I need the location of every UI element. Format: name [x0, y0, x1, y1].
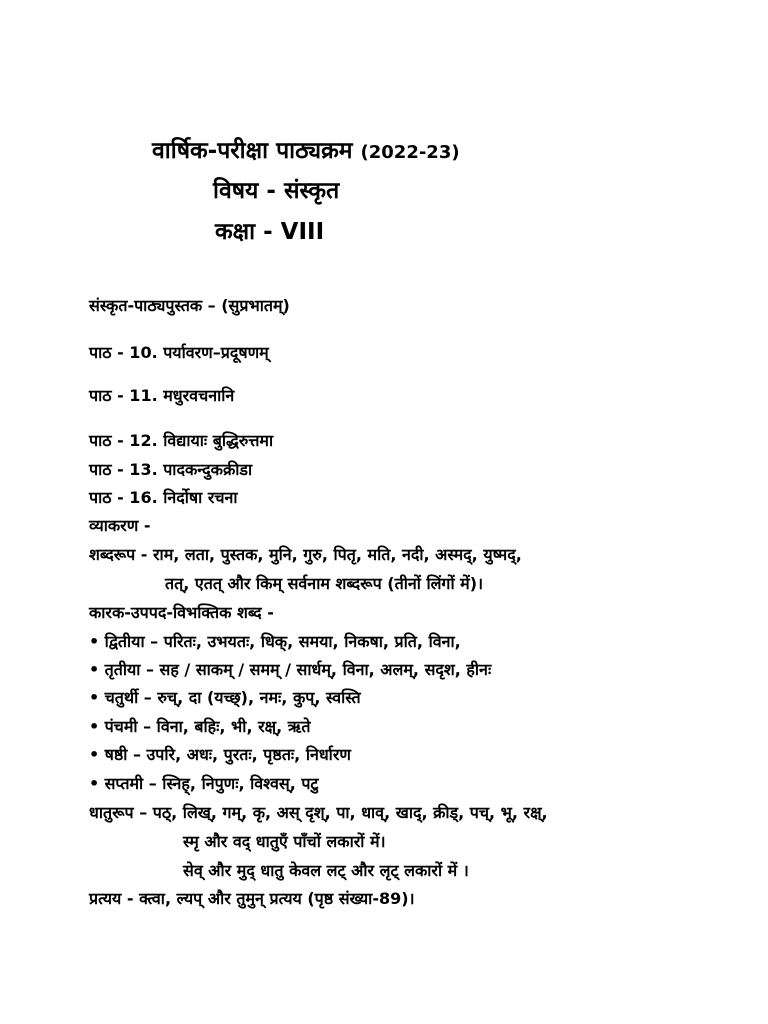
bullet-icon: •: [89, 688, 100, 707]
dhaturoop-line: सेव् और मुद् धातु केवल लट् और लृट् लकारों में ।: [183, 861, 469, 880]
karak-heading: कारक-उपपद-विभक्तिक शब्द -: [89, 603, 274, 622]
exam-title-text: वार्षिक-परीक्षा पाठ्यक्रम: [152, 138, 353, 164]
karak-item-text: द्वितीया – परितः, उभयतः, धिक्, समया, निकषा, प्रति, विना,: [104, 632, 461, 651]
exam-title: [152, 136, 460, 168]
class-line: कक्षा - VIII: [215, 219, 325, 245]
karak-item-text: षष्ठी – उपरि, अधः, पुरतः, पृष्ठतः, निर्धारण: [104, 745, 351, 764]
textbook-line: संस्कृत-पाठ्यपुस्तक – (सुप्रभातम्): [89, 296, 290, 315]
karak-list-item: [89, 743, 351, 767]
pratyay-line: प्रत्यय - क्त्वा, ल्यप् और तुमुन् प्रत्यय (पृष्ठ संख्या-89)।: [89, 889, 415, 908]
bullet-icon: •: [89, 632, 100, 651]
shabdaroop-line: तत्, एतत् और किम् सर्वनाम शब्दरूप (तीनों लिंगों में)।: [165, 574, 484, 593]
karak-item-text: सप्तमी – स्निह्, निपुणः, विश्वस्, पटु: [104, 774, 319, 793]
karak-list-item: [89, 715, 311, 739]
lesson-item: पाठ - 11. मधुरवचनानि: [89, 386, 235, 405]
subject-line: विषय - संस्कृत: [213, 178, 340, 204]
karak-item-text: पंचमी – विना, बहिः, भी, रक्ष्, ऋते: [104, 717, 311, 736]
bullet-icon: •: [89, 774, 100, 793]
shabdaroop-line: शब्दरूप - राम, लता, पुस्तक, मुनि, गुरु, पितृ, मति, नदी, अस्मद्, युष्मद्,: [89, 545, 522, 564]
karak-item-text: तृतीया – सह / साकम् / समम् / सार्धम्, विना, अलम्, सदृश, हीनः: [104, 660, 492, 679]
dhaturoop-line: धातुरूप – पठ्, लिख्, गम्, कृ, अस् दृश्, पा, धाव्, खाद्, क्रीड्, पच्, भू, रक्ष्,: [89, 803, 548, 822]
bullet-icon: •: [89, 660, 100, 679]
bullet-icon: •: [89, 745, 100, 764]
karak-list-item: [89, 772, 319, 796]
grammar-heading: व्याकरण -: [89, 516, 151, 535]
karak-item-text: चतुर्थी – रुच्, दा (यच्छ्), नमः, कुप्, स्वस्ति: [104, 688, 361, 707]
karak-list-item: [89, 686, 361, 710]
lesson-item: पाठ - 10. पर्यावरण–प्रदूषणम्: [89, 343, 269, 362]
lesson-item: पाठ - 13. पादकन्दुकक्रीडा: [89, 460, 253, 479]
lesson-item: पाठ - 16. निर्दोषा रचना: [89, 488, 238, 507]
exam-year: (2022-23): [360, 142, 460, 163]
lesson-item: पाठ - 12. विद्यायाः बुद्धिरुत्तमा: [89, 431, 274, 450]
karak-list-item: [89, 630, 461, 654]
dhaturoop-line: स्मृ और वद् धातुएँ पाँचों लकारों में।: [183, 832, 386, 851]
karak-list-item: [89, 658, 491, 682]
bullet-icon: •: [89, 717, 100, 736]
